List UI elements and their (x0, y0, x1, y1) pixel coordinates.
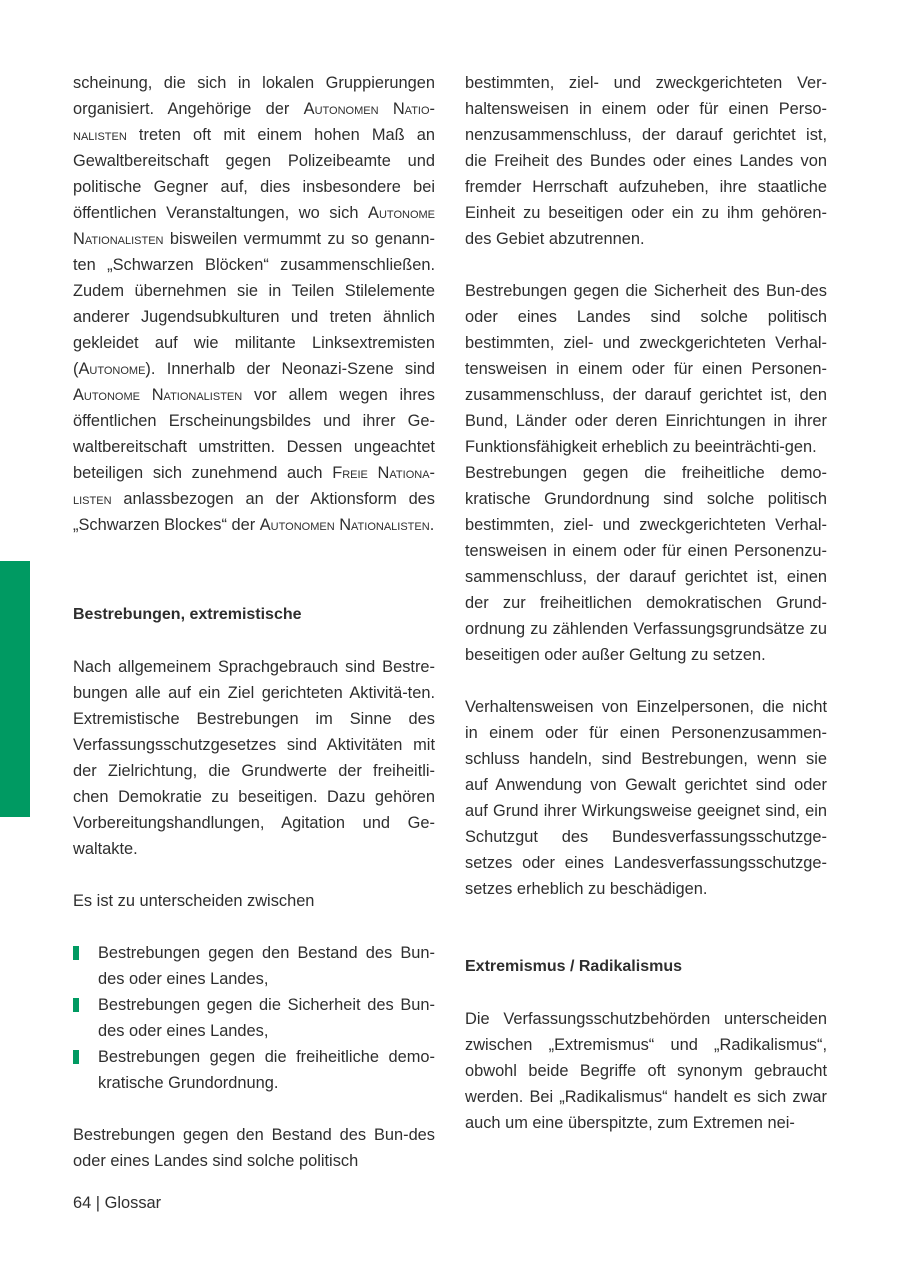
paragraph-autonome-nationalisten: scheinung, die sich in lokalen Gruppierungen organisiert. Angehörige der Autonomen Natio-nalisten treten oft mit einem hohen Maß an Gewaltbereitschaft gegen Polizeibeamte und politische Gegner auf, dies insbesondere bei öffentlichen Veranstaltungen, wo sich Autonome Nationalisten bisweilen vermummt zu so genann-ten „Schwarzen Blöcken“ zusammenschließen. Zudem übernehmen sie in Teilen Stilelemente anderer Jugendsubkulturen und treten ähnlich gekleidet auf wie militante Linksextremisten (Autonome). Innerhalb der Neonazi-Szene sind Autonome Nationalisten vor allem wegen ihres öffentlichen Erscheinungsbildes und ihrer Ge-waltbereitschaft umstritten. Dessen ungeachtet beteiligen sich zunehmend auch Freie Nationa-listen anlassbezogen an der Aktionsform des „Schwarzen Blockes“ der Autonomen Nationalisten. (73, 74, 435, 534)
list-item: Bestrebungen gegen die Sicherheit des Bun-des oder eines Landes, (73, 992, 435, 1044)
paragraph: Bestrebungen gegen die Sicherheit des Bun-des oder eines Landes sind solche politisch bestimmten, ziel- und zweckgerichteten Verhal-tensweisen in einem oder für einen Personen-zusammenschluss, der darauf gerichtet ist, den Bund, Länder oder deren Einrichtungen in ihrer Funktionsfähigkeit erheblich zu beeinträchti-gen. (465, 282, 827, 456)
paragraph: bestimmten, ziel- und zweckgerichteten Ver-haltensweisen in einem oder für einen Perso-nenzusammenschluss, der darauf gerichtet ist, die Freiheit des Bundes oder eines Landes von fremder Herrschaft aufzuheben, ihre staatliche Einheit zu beseitigen oder ein zu ihm gehören-des Gebiet abzutrennen. (465, 74, 827, 248)
paragraph: Bestrebungen gegen den Bestand des Bun-des oder eines Landes sind solche politisch (73, 1126, 435, 1170)
term-autonome-nationalisten: Autonomen Nationalisten (259, 516, 430, 534)
page-footer (73, 1194, 161, 1213)
bullet-list (73, 940, 435, 1096)
paragraph: Es ist zu unterscheiden zwischen (73, 892, 315, 910)
term-autonome-nationalisten: Autonome Nationalisten (73, 386, 243, 404)
section-marker-bar (0, 561, 30, 817)
section-heading: Extremismus / Radikalismus (465, 958, 682, 975)
paragraph: Verhaltensweisen von Einzelpersonen, die nicht in einem oder für einen Personenzusammen-schluss handeln, sind Bestrebungen, wenn sie auf Anwendung von Gewalt gerichtet sind oder auf Grund ihrer Wirkungsweise geeignet sind, ein Schutzgut des Bundesverfassungsschutzge-setzes oder eines Landesverfassungsschutzge-setzes erheblich zu beschädigen. (465, 698, 827, 898)
left-column (73, 70, 435, 1174)
bullet-icon (73, 946, 79, 960)
term-autonome: Autonome (78, 360, 146, 378)
page-number: 64 (73, 1194, 92, 1212)
list-item: Bestrebungen gegen die freiheitliche demo-kratische Grundordnung. (73, 1044, 435, 1096)
footer-separator: | (95, 1194, 101, 1212)
paragraph: Die Verfassungsschutzbehörden unterscheiden zwischen „Extremismus“ und „Radikalismus“, obwohl beide Begriffe oft synonym gebraucht werden. Bei „Radikalismus“ handelt es sich zwar auch um eine überspitzte, zum Extremen nei- (465, 1010, 827, 1132)
bullet-icon (73, 998, 79, 1012)
right-column (465, 70, 827, 1136)
paragraph: Nach allgemeinem Sprachgebrauch sind Bestre-bungen alle auf ein Ziel gerichteten Aktivitä-ten. Extremistische Bestrebungen im Sinne des Verfassungsschutzgesetzes sind Aktivitäten mit der Zielrichtung, die Grundwerte der freiheitli-chen Demokratie zu beseitigen. Dazu gehören Vorbereitungshandlungen, Agitation und Ge-waltakte. (73, 658, 435, 858)
list-item: Bestrebungen gegen den Bestand des Bun-des oder eines Landes, (73, 940, 435, 992)
footer-section: Glossar (104, 1194, 162, 1212)
section-heading: Bestrebungen, extremistische (73, 606, 302, 623)
term-freie-nationalisten: Freie Nationa-listen (73, 464, 435, 508)
term-autonome-nationalisten: Autonomen Natio-nalisten (73, 100, 435, 144)
paragraph: Bestrebungen gegen die freiheitliche demo-kratische Grundordnung sind solche politisch bestimmten, ziel- und zweckgerichteten Verhal-tensweisen in einem oder für einen Personenzu-sammenschluss, der darauf gerichtet ist, einen der zur freiheitlichen demokratischen Grund-ordnung zu zählenden Verfassungsgrundsätze zu beseitigen oder außer Geltung zu setzen. (465, 464, 827, 664)
term-autonome-nationalisten: Autonome Nationalisten (73, 204, 435, 248)
bullet-icon (73, 1050, 79, 1064)
